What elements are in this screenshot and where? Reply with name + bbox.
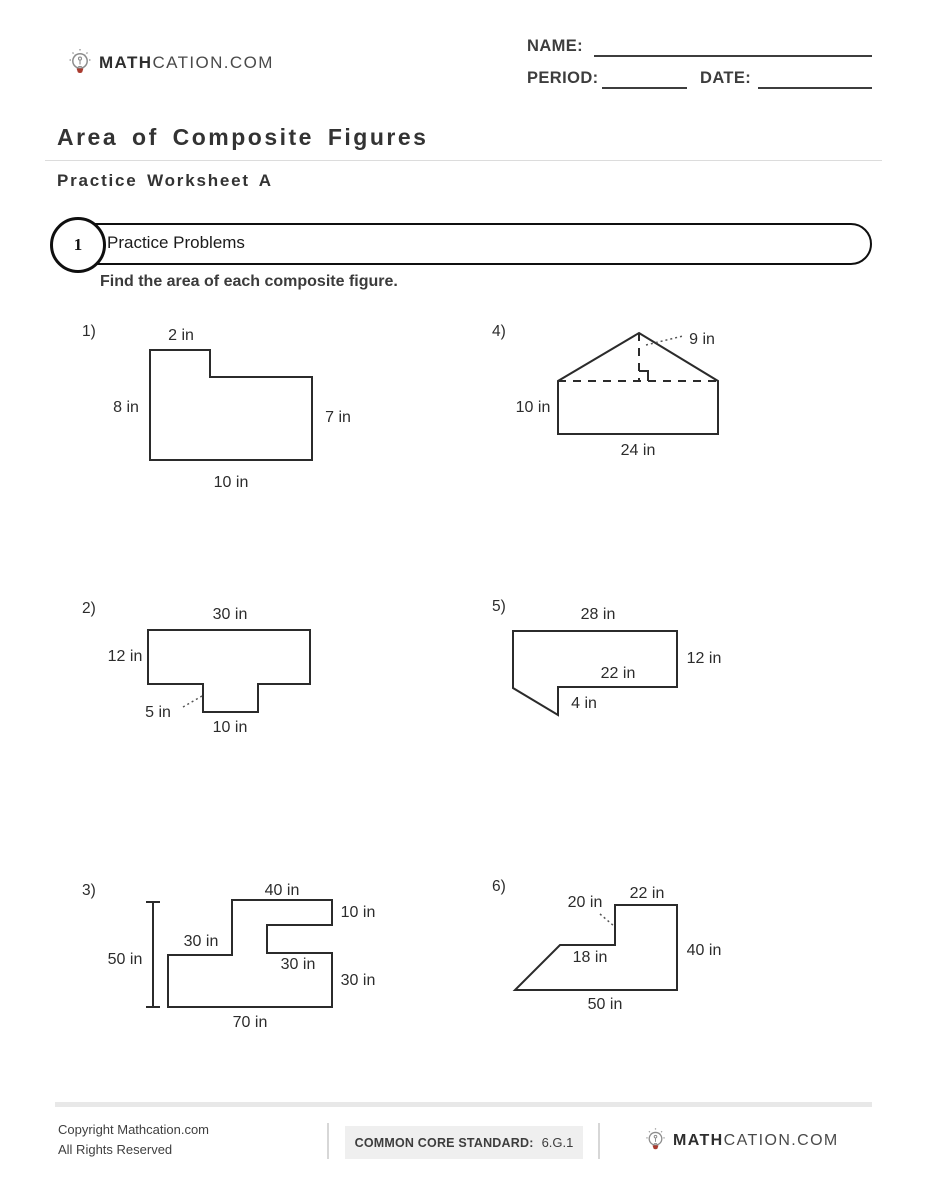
period-label: PERIOD: [527, 69, 599, 87]
footer-vertical-divider-left [327, 1123, 329, 1159]
page-subtitle: Practice Worksheet A [57, 171, 273, 190]
dimension-label-top: 2 in [168, 327, 194, 344]
figure-1-diagram [70, 315, 370, 500]
dimension-label-left: 12 in [107, 648, 143, 665]
problem-number: 5) [492, 598, 506, 615]
dimension-label-right-bottom: 30 in [340, 972, 376, 989]
logo-text-light: CATION.COM [723, 1131, 839, 1149]
footer-divider-bar [55, 1102, 872, 1107]
dimension-label-left-step: 30 in [183, 933, 219, 950]
standard-label: COMMON CORE STANDARD: [354, 1135, 534, 1150]
lightbulb-icon [68, 48, 92, 78]
dimension-label-slant: 9 in [689, 331, 715, 348]
dimension-label-inner: 22 in [600, 665, 636, 682]
dimension-label-bottom: 10 in [212, 719, 248, 736]
dimension-label-top-small: 20 in [567, 894, 603, 911]
dimension-label-top: 40 in [264, 882, 300, 899]
footer-vertical-divider-right [598, 1123, 600, 1159]
logo-wordmark [673, 1132, 839, 1150]
period-blank-line [602, 87, 687, 89]
figure-2-diagram [70, 590, 370, 745]
mathcation-logo [68, 48, 274, 78]
dimension-label-top: 28 in [580, 606, 616, 623]
logo-text-bold: MATH [673, 1131, 724, 1149]
common-core-standard-box [345, 1126, 583, 1159]
figure-6-diagram [480, 870, 790, 1030]
figure-4-diagram [480, 315, 790, 465]
dimension-label-left: 10 in [515, 399, 551, 416]
dimension-label-bottom: 50 in [587, 996, 623, 1013]
dimension-label-right: 12 in [686, 650, 722, 667]
figure-3-diagram [70, 870, 390, 1038]
dimension-label-right-top: 10 in [340, 904, 376, 921]
dimension-label-right: 40 in [686, 942, 722, 959]
name-blank-line [594, 55, 872, 57]
section-title: Practice Problems [107, 233, 245, 252]
dimension-label-notch: 4 in [571, 695, 597, 712]
standard-value: 6.G.1 [541, 1135, 574, 1150]
name-label: NAME: [527, 37, 584, 55]
copyright-line-1: Copyright Mathcation.com [58, 1122, 210, 1137]
page-title: Area of Composite Figures [57, 124, 429, 150]
figure-3-shape [168, 900, 332, 1007]
logo-wordmark [99, 53, 274, 73]
height-dimension-line [146, 902, 160, 1007]
dimension-label-height: 50 in [107, 951, 143, 968]
figure-2-shape [148, 630, 310, 712]
figure-5-diagram [480, 590, 790, 730]
dimension-label-bottom: 24 in [620, 442, 656, 459]
copyright-line-2: All Rights Reserved [58, 1142, 173, 1157]
logo-text-bold: MATH [99, 53, 153, 72]
date-blank-line [758, 87, 872, 89]
right-angle-marker [639, 371, 648, 381]
lightbulb-icon [645, 1127, 666, 1154]
dimension-label-left: 8 in [113, 399, 139, 416]
logo-text-light: CATION.COM [152, 53, 274, 72]
copyright-text [58, 1120, 209, 1160]
problem-number: 6) [492, 878, 506, 895]
instruction-text: Find the area of each composite figure. [100, 273, 398, 290]
problem-number: 1) [82, 323, 96, 340]
title-divider [45, 160, 882, 161]
dimension-label-right: 7 in [325, 409, 351, 426]
leader-line [183, 696, 202, 707]
problem-number: 2) [82, 600, 96, 617]
dimension-label-inner: 18 in [572, 949, 608, 966]
figure-1-shape [150, 350, 312, 460]
dimension-label-top: 22 in [629, 885, 665, 902]
date-label: DATE: [700, 69, 752, 87]
leader-line [600, 914, 614, 926]
problem-number: 4) [492, 323, 506, 340]
section-number: 1 [73, 235, 83, 254]
figure-6-shape [515, 905, 677, 990]
dimension-label-notch: 5 in [145, 704, 171, 721]
problem-number: 3) [82, 882, 96, 899]
section-number-circle [50, 217, 106, 273]
dimension-label-bottom: 70 in [232, 1014, 268, 1031]
dimension-label-mid-step: 30 in [280, 956, 316, 973]
footer-mathcation-logo [645, 1127, 839, 1154]
dimension-label-top: 30 in [212, 606, 248, 623]
dimension-label-bottom: 10 in [213, 474, 249, 491]
